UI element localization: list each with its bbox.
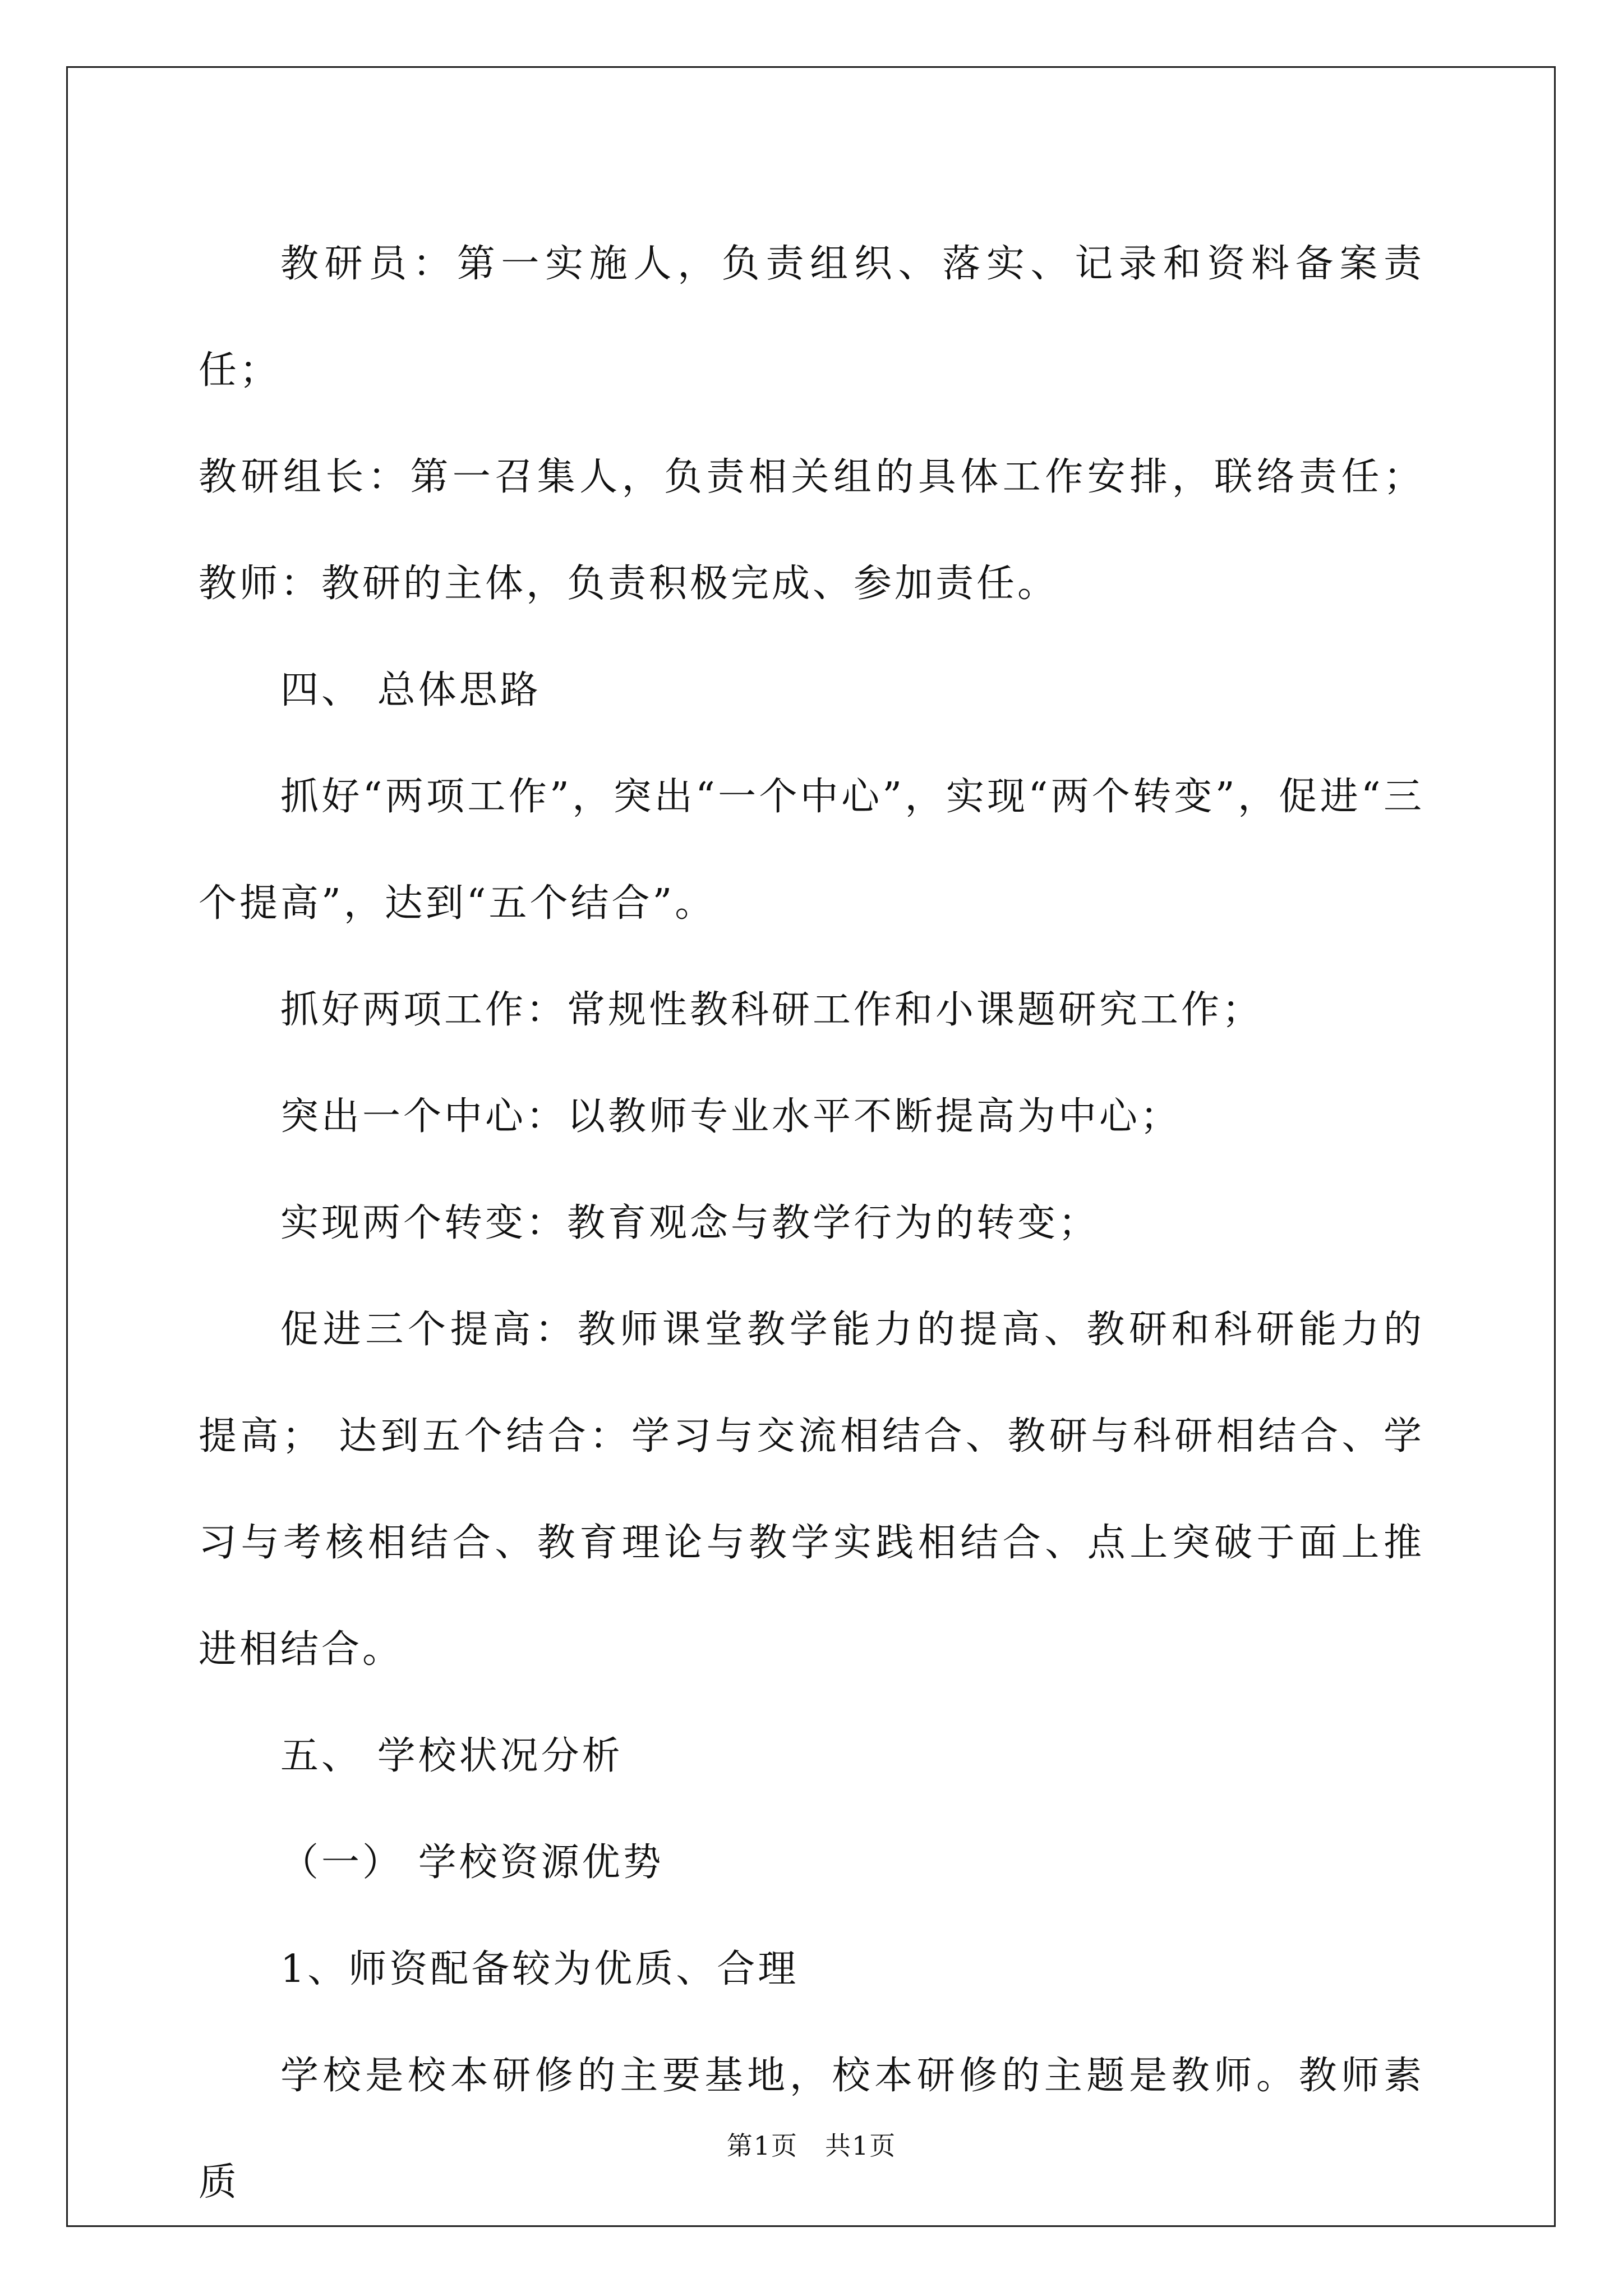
paragraph-5: 突出一个中心：以教师专业水平不断提高为中心； — [280, 1094, 1182, 1139]
paragraph-1: 教研员：第一实施人，负责组织、落实、记录和资料备案责任； — [199, 242, 1424, 393]
list-item-1: 1、师资配备较为优质、合理 — [280, 1947, 799, 1991]
paragraph-8: 学校是校本研修的主要基地，校本研修的主题是教师。教师素质 — [199, 2054, 1424, 2205]
section-heading-4: 四、 总体思路 — [280, 668, 541, 712]
paragraph-4: 抓好两项工作：常规性教科研工作和小课题研究工作； — [280, 988, 1264, 1032]
paragraph-2: 教研组长：第一召集人，负责相关组的具体工作安排，联络责任； 教师：教研的主体，负责积极完成、参加责任。 — [199, 455, 1424, 606]
subsection-heading-1: （一） 学校资源优势 — [280, 1841, 664, 1885]
section-heading-5: 五、 学校状况分析 — [280, 1734, 623, 1778]
document-body — [199, 211, 1424, 2236]
paragraph-3: 抓好“两项工作”，突出“一个中心”，实现“两个转变”，促进“三个提高”，达到“五个结合”。 — [199, 775, 1424, 926]
paragraph-6: 实现两个转变：教育观念与教学行为的转变； — [280, 1201, 1100, 1245]
paragraph-7: 促进三个提高：教师课堂教学能力的提高、教研和科研能力的提高； 达到五个结合：学习与交流相结合、教研与科研相结合、学习与考核相结合、教育理论与教学实践相结合、点上突破于面上推进相结合。 — [199, 1308, 1424, 1672]
page-number: 第1页 共1页 — [726, 2131, 897, 2161]
